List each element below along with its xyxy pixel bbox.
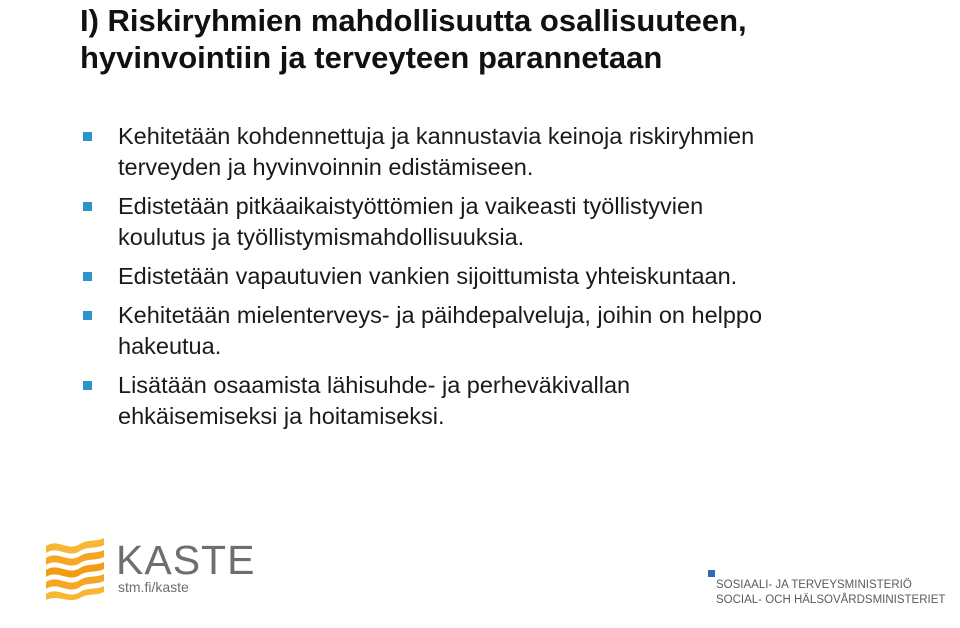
bullet-text-line: koulutus ja työllistymismahdollisuuksia. [118,224,525,250]
bullet-text-line: Kehitetään kohdennettuja ja kannustavia keinoja riskiryhmien [118,123,755,149]
bullet-item [80,121,940,183]
bullet-text-line: ehkäisemiseksi ja hoitamiseksi. [118,403,445,429]
square-bullet-icon [83,132,92,141]
square-bullet-icon [83,272,92,281]
bullet-item [80,261,940,292]
kaste-wordmark: KASTE [116,537,256,583]
bullet-text-line: terveyden ja hyvinvoinnin edistämiseen. [118,154,534,180]
bullet-text-line: Edistetään vapautuvien vankien sijoittumista yhteiskuntaan. [118,263,738,289]
slide-title-line-1: I) Riskiryhmien mahdollisuutta osallisuuteen, [80,3,747,38]
slide-title [80,2,940,76]
ministry-name-finnish: SOSIAALI- JA TERVEYSMINISTERIÖ [716,579,912,591]
bullet-text-line: Edistetään pitkäaikaistyöttömien ja vaikeasti työllistyvien [118,193,704,219]
ministry-name-swedish: SOCIAL- OCH HÄLSOVÅRDSMINISTERIET [716,594,946,606]
slide-title-line-2: hyvinvointiin ja terveyteen parannetaan [80,40,663,75]
square-bullet-icon [83,381,92,390]
kaste-url: stm.fi/kaste [118,579,189,595]
kaste-logo [44,536,256,602]
square-bullet-icon [83,202,92,211]
bullet-item [80,191,940,253]
ministry-logo [706,568,946,608]
kaste-wave-icon [44,536,106,602]
bullet-item [80,370,940,432]
bullet-item [80,300,940,362]
bullet-text-line: Kehitetään mielenterveys- ja päihdepalveluja, joihin on helppo [118,302,763,328]
square-bullet-icon [83,311,92,320]
bullet-text-line: hakeutua. [118,333,222,359]
ministry-square-icon [708,570,715,577]
bullet-list [80,121,940,440]
bullet-text-line: Lisätään osaamista lähisuhde- ja perheväkivallan [118,372,631,398]
